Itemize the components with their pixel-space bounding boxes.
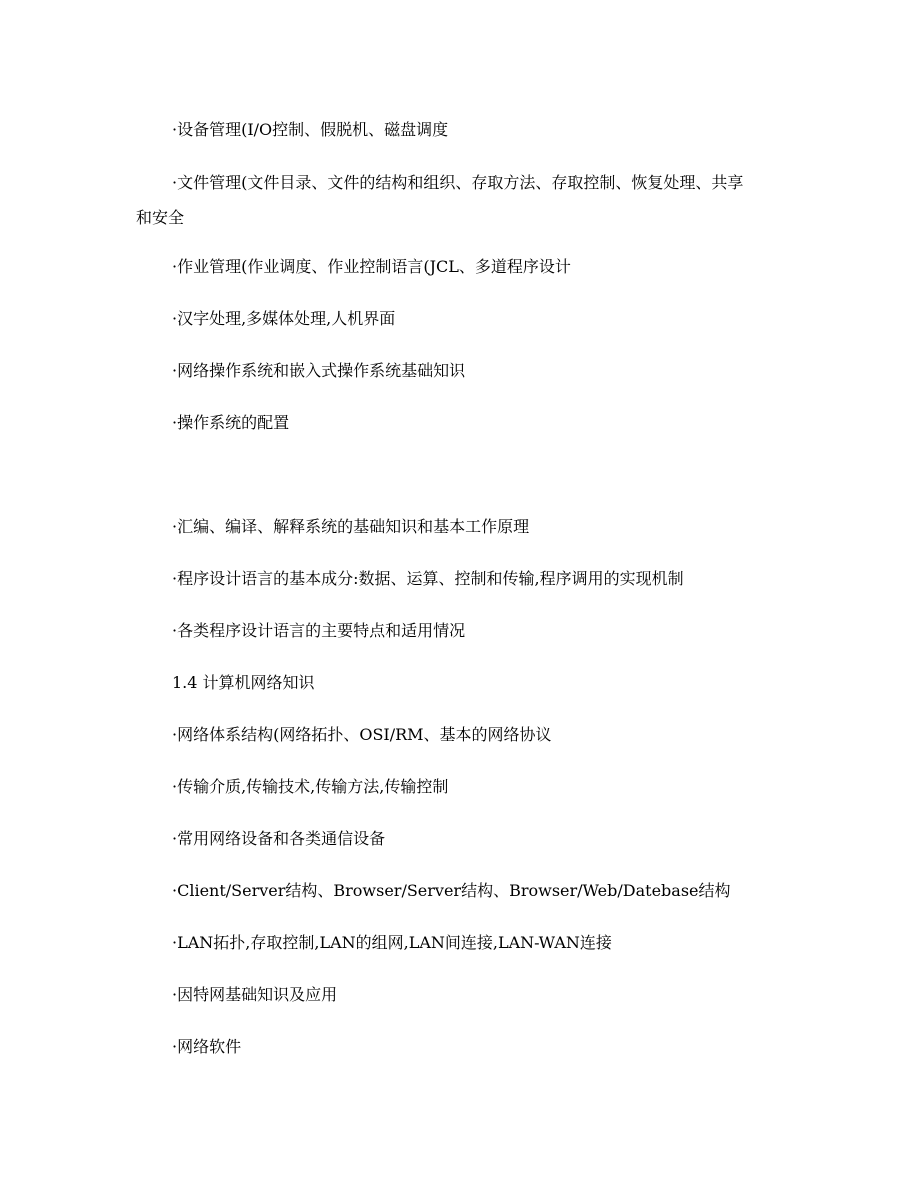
text-line-6: ·操作系统的配置 [172, 413, 290, 432]
text-line-2a: ·文件管理(文件目录、文件的结构和组织、存取方法、存取控制、恢复处理、共享 [172, 173, 744, 192]
text-line-1: ·设备管理(I/O控制、假脱机、磁盘调度 [172, 120, 449, 139]
text-line-7: ·汇编、编译、解释系统的基础知识和基本工作原理 [172, 517, 530, 536]
text-line-4: ·汉字处理,多媒体处理,人机界面 [172, 309, 396, 328]
text-line-10: ·网络体系结构(网络拓扑、OSI/RM、基本的网络协议 [172, 725, 552, 744]
text-line-3: ·作业管理(作业调度、作业控制语言(JCL、多道程序设计 [172, 257, 571, 276]
text-line-15: ·因特网基础知识及应用 [172, 985, 338, 1004]
text-line-12: ·常用网络设备和各类通信设备 [172, 829, 386, 848]
text-line-9: ·各类程序设计语言的主要特点和适用情况 [172, 621, 466, 640]
section-heading: 1.4 计算机网络知识 [172, 673, 315, 692]
text-line-16: ·网络软件 [172, 1037, 242, 1056]
text-line-11: ·传输介质,传输技术,传输方法,传输控制 [172, 777, 449, 796]
text-line-2b: 和安全 [136, 208, 185, 227]
text-line-8: ·程序设计语言的基本成分:数据、运算、控制和传输,程序调用的实现机制 [172, 569, 684, 588]
text-line-13: ·Client/Server结构、Browser/Server结构、Browser/Web/Datebase结构 [172, 881, 731, 900]
text-line-5: ·网络操作系统和嵌入式操作系统基础知识 [172, 361, 466, 380]
text-line-14: ·LAN拓扑,存取控制,LAN的组网,LAN间连接,LAN-WAN连接 [172, 933, 612, 952]
